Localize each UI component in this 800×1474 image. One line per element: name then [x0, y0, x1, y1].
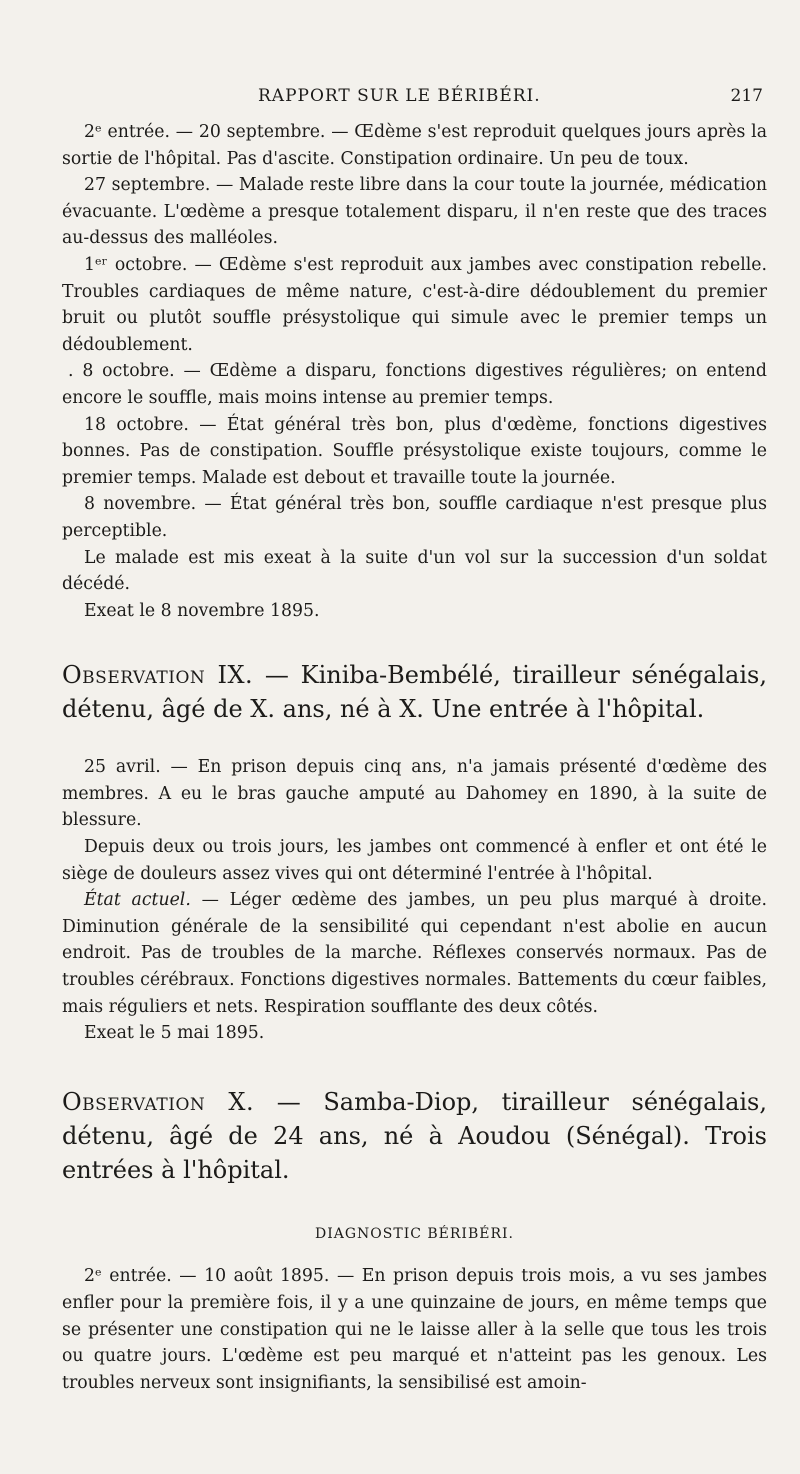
observation-label: Observation IX. [62, 661, 254, 690]
paragraph: 1ᵉʳ octobre. — Œdème s'est reproduit aux jambes avec constipation rebelle. Troubles cardiaques de même nature, c'est-à-dire dédoublement du premier bruit ou plutôt souffle présystolique qui simule avec le premier temps un dédoublement. [62, 254, 767, 355]
paragraph: Exeat le 5 mai 1895. [84, 1023, 265, 1044]
page-header [258, 86, 763, 112]
running-title: RAPPORT SUR LE BÉRIBÉRI. [258, 86, 541, 106]
paragraph: . 8 octobre. — Œdème a disparu, fonctions digestives régulières; on entend encore le souffle, mais moins intense au premier temps. [62, 361, 767, 408]
observation-text: — Kiniba-Bembélé, tirailleur sénégalais, détenu, âgé de X. ans, né à X. Une entrée à l'hôpital. [62, 661, 767, 724]
diagnostic-heading: DIAGNOSTIC BÉRIBÉRI. [314, 1225, 514, 1242]
paragraph: 8 novembre. — État général très bon, souffle cardiaque n'est presque plus perceptible. [62, 494, 767, 541]
observation-label: Observation X. [62, 1087, 255, 1116]
paragraph: Le malade est mis exeat à la suite d'un vol sur la succession d'un soldat décédé. [62, 547, 767, 595]
observation-heading-x [62, 1085, 767, 1187]
italic-label: État actuel. [84, 890, 191, 911]
page-number: 217 [730, 86, 763, 106]
paragraph: 27 septembre. — Malade reste libre dans la cour toute la journée, médication évacuante. L'œdème a presque totalement disparu, il n'en reste que des traces au-dessus des malléoles. [62, 175, 767, 249]
page-body [62, 119, 767, 1396]
paragraph [62, 887, 767, 1020]
observation-text: — Samba-Diop, tirailleur sénégalais, détenu, âgé de 24 ans, né à Aoudou (Sénégal). Trois entrées à l'hôpital. [62, 1087, 767, 1184]
paragraph: 25 avril. — En prison depuis cinq ans, n'a jamais présenté d'œdème des membres. A eu le bras gauche amputé au Dahomey en 1890, à la suite de blessure. [62, 757, 767, 831]
paragraph: 2ᵉ entrée. — 10 août 1895. — En prison depuis trois mois, a vu ses jambes enfler pour la première fois, il y a une quinzaine de jours, en même temps que se présenter une constipation qui ne le laisse aller à la selle que tous les trois ou quatre jours. L'œdème est peu marqué et n'atteint pas les genoux. Les troubles nerveux sont insignifiants, la sensibilisé est amoin- [62, 1266, 767, 1393]
observation-heading-ix [62, 658, 767, 726]
paragraph: Depuis deux ou trois jours, les jambes ont commencé à enfler et ont été le siège de douleurs assez vives qui ont déterminé l'entrée à l'hôpital. [62, 837, 767, 884]
paragraph: 18 octobre. — État général très bon, plus d'œdème, fonctions digestives bonnes. Pas de constipation. Souffle présystolique existe toujours, comme le premier temps. Malade est debout et travaille toute la journée. [62, 414, 767, 488]
paragraph-text: — Léger œdème des jambes, un peu plus marqué à droite. Diminution générale de la sensibilité qui cependant n'est abolie en aucun endroit. Pas de troubles de la marche. Réflexes conservés normaux. Pas de troubles cérébraux. Fonctions digestives normales. Battements du cœur faibles, mais réguliers et nets. Respiration soufflante des deux côtés. [62, 890, 768, 1017]
paragraph: Exeat le 8 novembre 1895. [84, 600, 320, 621]
paragraph: 2ᵉ entrée. — 20 septembre. — Œdème s'est reproduit quelques jours après la sortie de l'hôpital. Pas d'ascite. Constipation ordinaire. Un peu de toux. [62, 122, 767, 169]
